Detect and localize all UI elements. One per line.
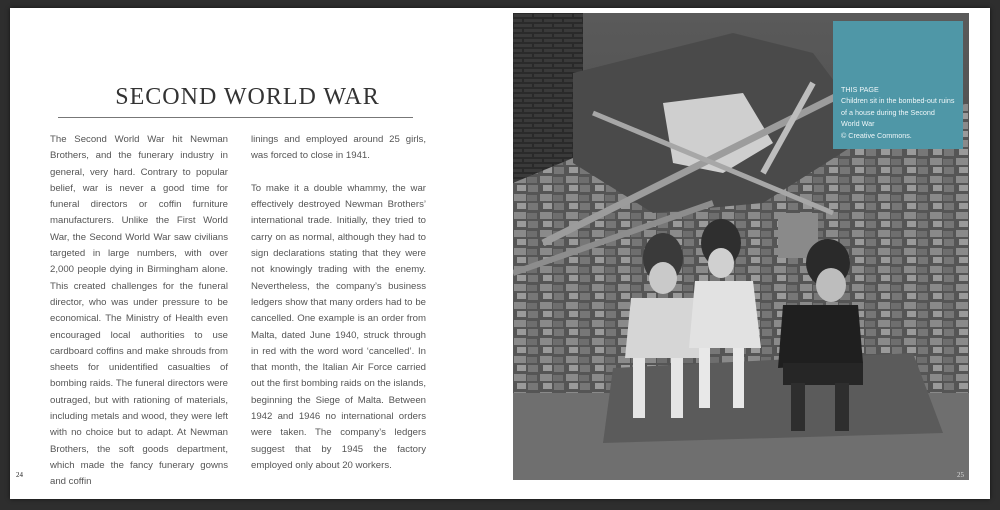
text-column-1 xyxy=(50,132,228,507)
text-column-2 xyxy=(251,132,426,491)
paragraph: The Second World War hit Newman Brothers, and the funerary industry in general, very hard. Contrary to popular belief, war is never a good time for funeral directors or coffin furniture manufacturers. Unlike the First World War, the Second World War saw civilians targeted in large numbers, with over 2,000 people dying in Birmingham alone. This created challenges for the funeral director, who was under pressure to be economical. The Ministry of Health even encouraged local authorities to use cardboard coffins and make shrouds from sheets for unidentified casualties of bombing raids. The funeral directors were outraged, but with rationing of materials, including metals and wood, they were left with no choice but to adapt. At Newman Brothers, the soft goods department, which made the fancy funerary gowns and coffin xyxy=(50,134,228,488)
caption-text: Children sit in the bombed-out ruins of a house during the Second World War xyxy=(841,96,955,129)
paragraph: linings and employed around 25 girls, was forced to close in 1941. xyxy=(251,134,426,162)
title-divider xyxy=(58,117,413,118)
caption-credit: © Creative Commons. xyxy=(841,130,912,140)
page-title: SECOND WORLD WAR xyxy=(115,84,380,110)
page-number-right: 25 xyxy=(957,471,964,479)
photo-caption-box xyxy=(833,21,963,149)
paragraph: To make it a double whammy, the war effectively destroyed Newman Brothers’ international trade. Initially, they tried to carry on as normal, although they had to sign declarations stating that they were not knowingly trading with the enemy. Nevertheless, the company’s business ledgers show that many orders had to be cancelled. One example is an order from Malta, dated June 1940, struck through in red with the word word ‘cancelled’. In that month, the Italian Air Force carried out the first bombing raids on the islands, beginning the Siege of Malta. Between 1942 and 1946 no international orders were taken. The company’s ledgers suggest that by 1945 the factory employed only about 20 workers. xyxy=(251,182,426,471)
page-number-left: 24 xyxy=(16,471,23,479)
caption-heading: THIS PAGE xyxy=(841,85,879,94)
